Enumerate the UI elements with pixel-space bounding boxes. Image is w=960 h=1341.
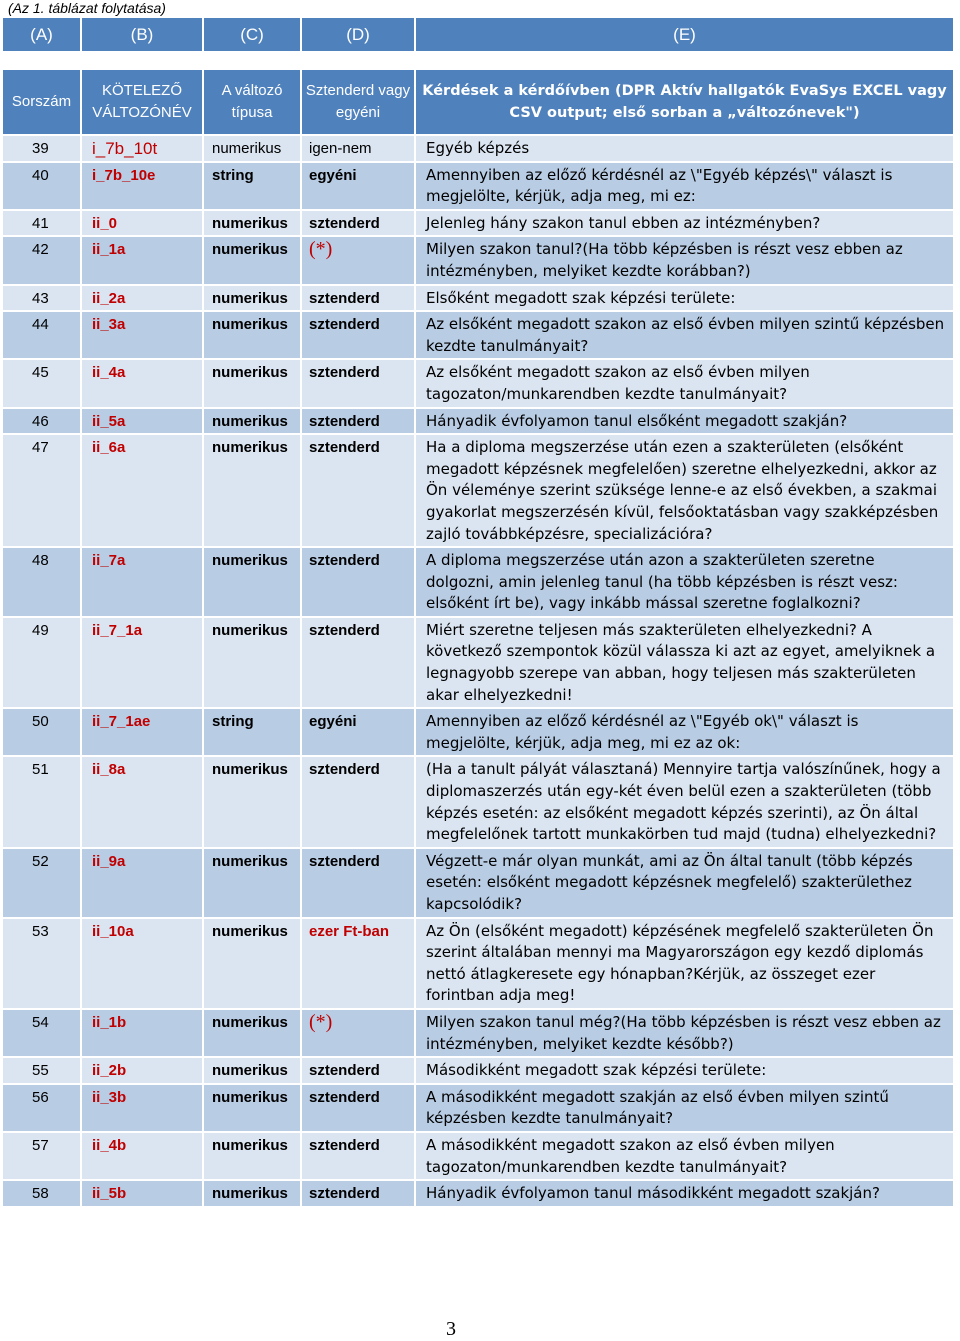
variable-type: numerikus [204, 1058, 300, 1083]
table-row [3, 1181, 953, 1206]
table-row [3, 849, 953, 917]
table-row [3, 919, 953, 1008]
variable-type: string [204, 163, 300, 209]
standard-or-custom: sztenderd [302, 312, 414, 358]
column-letter-c: (C) [204, 18, 300, 51]
table-row [3, 211, 953, 236]
table-row [3, 136, 953, 161]
variable-name: ii_7_1a [82, 618, 202, 707]
question-text: Ha a diploma megszerzése után ezen a szakterületen (elsőként megadott képzésnek megfelelően) szeretne elhelyezkedni, akkor az Ön véleménye szerint szüksége lenne-e az első években, a szakmai gyakorlat megszerzésén kívül, felsőoktatásban vagy szakképzésben zajló továbbképzésre, specializációra? [416, 435, 953, 546]
standard-or-custom: sztenderd [302, 1181, 414, 1206]
header-sorszam: Sorszám [3, 70, 80, 134]
question-text: Az elsőként megadott szakon az első évben milyen szintű képzésben kezdte tanulmányait? [416, 312, 953, 358]
variable-type: numerikus [204, 919, 300, 1008]
variable-name: i_7b_10e [82, 163, 202, 209]
question-text: Jelenleg hány szakon tanul ebben az intézményben? [416, 211, 953, 236]
variable-name: ii_5a [82, 409, 202, 434]
variable-name: ii_9a [82, 849, 202, 917]
question-text: Az elsőként megadott szakon az első évben milyen tagozaton/munkarendben kezdte tanulmányait? [416, 360, 953, 406]
row-number: 54 [3, 1010, 80, 1056]
variable-name: ii_1a [82, 237, 202, 283]
standard-or-custom: sztenderd [302, 618, 414, 707]
variable-name: i_7b_10t [82, 136, 202, 161]
table-row [3, 409, 953, 434]
variable-name: ii_2a [82, 286, 202, 311]
row-number: 49 [3, 618, 80, 707]
column-letter-b: (B) [82, 18, 202, 51]
variable-name: ii_0 [82, 211, 202, 236]
variable-name: ii_10a [82, 919, 202, 1008]
question-text: Milyen szakon tanul még?(Ha több képzésben is részt vesz ebben az intézményben, melyiket kezdte később?) [416, 1010, 953, 1056]
header-kerdesek: Kérdések a kérdőívben (DPR Aktív hallgatók EvaSys EXCEL vagy CSV output; első sorban a „változónevek") [416, 70, 953, 134]
question-text: A másodikként megadott szakján az első évben milyen szintű képzésben kezdte tanulmányait? [416, 1085, 953, 1131]
variable-type: numerikus [204, 1181, 300, 1206]
table-row [3, 312, 953, 358]
column-letter-a: (A) [3, 18, 80, 51]
table-row [3, 435, 953, 546]
variable-type: numerikus [204, 211, 300, 236]
table-row [3, 1133, 953, 1179]
question-text: Egyéb képzés [416, 136, 953, 161]
question-text: Végzett-e már olyan munkát, ami az Ön által tanult (több képzés esetén: elsőként megadott képzésnek megfelelő) szakterülethez kapcsolódik? [416, 849, 953, 917]
table-row [3, 1010, 953, 1056]
table-row [3, 548, 953, 616]
variables-table [1, 68, 955, 1208]
column-letter-e: (E) [416, 18, 953, 51]
row-number: 52 [3, 849, 80, 917]
header-sztenderd: Sztenderd vagy egyéni [302, 70, 414, 134]
variable-name: ii_2b [82, 1058, 202, 1083]
question-text: Másodikként megadott szak képzési területe: [416, 1058, 953, 1083]
variable-name: ii_7a [82, 548, 202, 616]
variable-type: numerikus [204, 849, 300, 917]
table-row [3, 237, 953, 283]
row-number: 47 [3, 435, 80, 546]
variable-name: ii_3b [82, 1085, 202, 1131]
table-row [3, 286, 953, 311]
row-number: 44 [3, 312, 80, 358]
standard-or-custom: sztenderd [302, 1085, 414, 1131]
variable-type: numerikus [204, 757, 300, 846]
variable-type: numerikus [204, 136, 300, 161]
header-valtozonev: KÖTELEZŐ VÁLTOZÓNÉV [82, 70, 202, 134]
table-row [3, 163, 953, 209]
question-text: Elsőként megadott szak képzési területe: [416, 286, 953, 311]
standard-or-custom: sztenderd [302, 849, 414, 917]
row-number: 45 [3, 360, 80, 406]
question-text: Hányadik évfolyamon tanul elsőként megadott szakján? [416, 409, 953, 434]
standard-or-custom: sztenderd [302, 757, 414, 846]
standard-or-custom: sztenderd [302, 286, 414, 311]
table-row [3, 1085, 953, 1131]
row-number: 58 [3, 1181, 80, 1206]
variable-type: numerikus [204, 618, 300, 707]
row-number: 53 [3, 919, 80, 1008]
variable-name: ii_4a [82, 360, 202, 406]
table-row [3, 1058, 953, 1083]
standard-or-custom: egyéni [302, 163, 414, 209]
variable-name: ii_4b [82, 1133, 202, 1179]
standard-or-custom: sztenderd [302, 1058, 414, 1083]
column-letter-header [1, 16, 955, 53]
variable-type: numerikus [204, 286, 300, 311]
row-number: 39 [3, 136, 80, 161]
column-letter-d: (D) [302, 18, 414, 51]
row-number: 51 [3, 757, 80, 846]
table-row [3, 618, 953, 707]
variable-type: string [204, 709, 300, 755]
question-text: Az Ön (elsőként megadott) képzésének megfelelő szakterületen Ön szerint általában mennyi ma Magyarországon egy kezdő diplomás nettó átlagkeresete egy hónapban?Kérjük, az összeget ezer forintban adja meg! [416, 919, 953, 1008]
question-text: Milyen szakon tanul?(Ha több képzésben is részt vesz ebben az intézményben, melyiket kezdte korábban?) [416, 237, 953, 283]
question-text: Amennyiben az előző kérdésnél az \"Egyéb ok\" választ is megjelölte, kérjük, adja meg, mi ez az ok: [416, 709, 953, 755]
row-number: 46 [3, 409, 80, 434]
variable-name: ii_6a [82, 435, 202, 546]
standard-or-custom: sztenderd [302, 435, 414, 546]
row-number: 48 [3, 548, 80, 616]
standard-or-custom: igen-nem [302, 136, 414, 161]
variable-name: ii_3a [82, 312, 202, 358]
row-number: 56 [3, 1085, 80, 1131]
standard-or-custom: ezer Ft-ban [302, 919, 414, 1008]
row-number: 43 [3, 286, 80, 311]
row-number: 50 [3, 709, 80, 755]
standard-or-custom: egyéni [302, 709, 414, 755]
variable-type: numerikus [204, 548, 300, 616]
standard-or-custom: (*) [302, 237, 414, 283]
question-text: Hányadik évfolyamon tanul másodikként megadott szakján? [416, 1181, 953, 1206]
page-number: 3 [446, 1318, 456, 1340]
variable-name: ii_1b [82, 1010, 202, 1056]
row-number: 42 [3, 237, 80, 283]
question-text: (Ha a tanult pályát választaná) Mennyire tartja valószínűnek, hogy a diplomaszerzés után egy-két éven belül ezen a szakterületen (több képzés esetén: az elsőként megadott képzés szerinti), az Ön által megfelelőnek tartott munkakörben tud majd (tudna) elhelyezkedni? [416, 757, 953, 846]
standard-or-custom: sztenderd [302, 409, 414, 434]
table-row [3, 757, 953, 846]
table-row [3, 709, 953, 755]
variable-type: numerikus [204, 237, 300, 283]
standard-or-custom: sztenderd [302, 548, 414, 616]
row-number: 57 [3, 1133, 80, 1179]
table-row [3, 360, 953, 406]
standard-or-custom: sztenderd [302, 211, 414, 236]
variable-name: ii_5b [82, 1181, 202, 1206]
standard-or-custom: (*) [302, 1010, 414, 1056]
question-text: A diploma megszerzése után azon a szakterületen szeretne dolgozni, amin jelenleg tanul (ha több képzésben is részt vesz: elsőként írt be), vagy inkább mással szeretne foglalkozni? [416, 548, 953, 616]
table-caption: (Az 1. táblázat folytatása) [8, 0, 166, 16]
variable-name: ii_8a [82, 757, 202, 846]
variable-name: ii_7_1ae [82, 709, 202, 755]
variable-type: numerikus [204, 312, 300, 358]
variable-type: numerikus [204, 1010, 300, 1056]
variable-type: numerikus [204, 1085, 300, 1131]
row-number: 55 [3, 1058, 80, 1083]
question-text: Miért szeretne teljesen más szakterületen elhelyezkedni? A következő szempontok közül válassza ki azt az egyet, amelyiknek a legnagyobb szerepe van abban, hogy teljesen más szakterületen akar elhelyezkedni! [416, 618, 953, 707]
variable-type: numerikus [204, 409, 300, 434]
question-text: Amennyiben az előző kérdésnél az \"Egyéb képzés\" választ is megjelölte, kérjük, adja meg, mi ez: [416, 163, 953, 209]
row-number: 41 [3, 211, 80, 236]
header-tipus: A változó típusa [204, 70, 300, 134]
question-text: A másodikként megadott szakon az első évben milyen tagozaton/munkarendben kezdte tanulmányait? [416, 1133, 953, 1179]
variable-type: numerikus [204, 360, 300, 406]
standard-or-custom: sztenderd [302, 360, 414, 406]
variable-type: numerikus [204, 435, 300, 546]
standard-or-custom: sztenderd [302, 1133, 414, 1179]
variable-type: numerikus [204, 1133, 300, 1179]
row-number: 40 [3, 163, 80, 209]
